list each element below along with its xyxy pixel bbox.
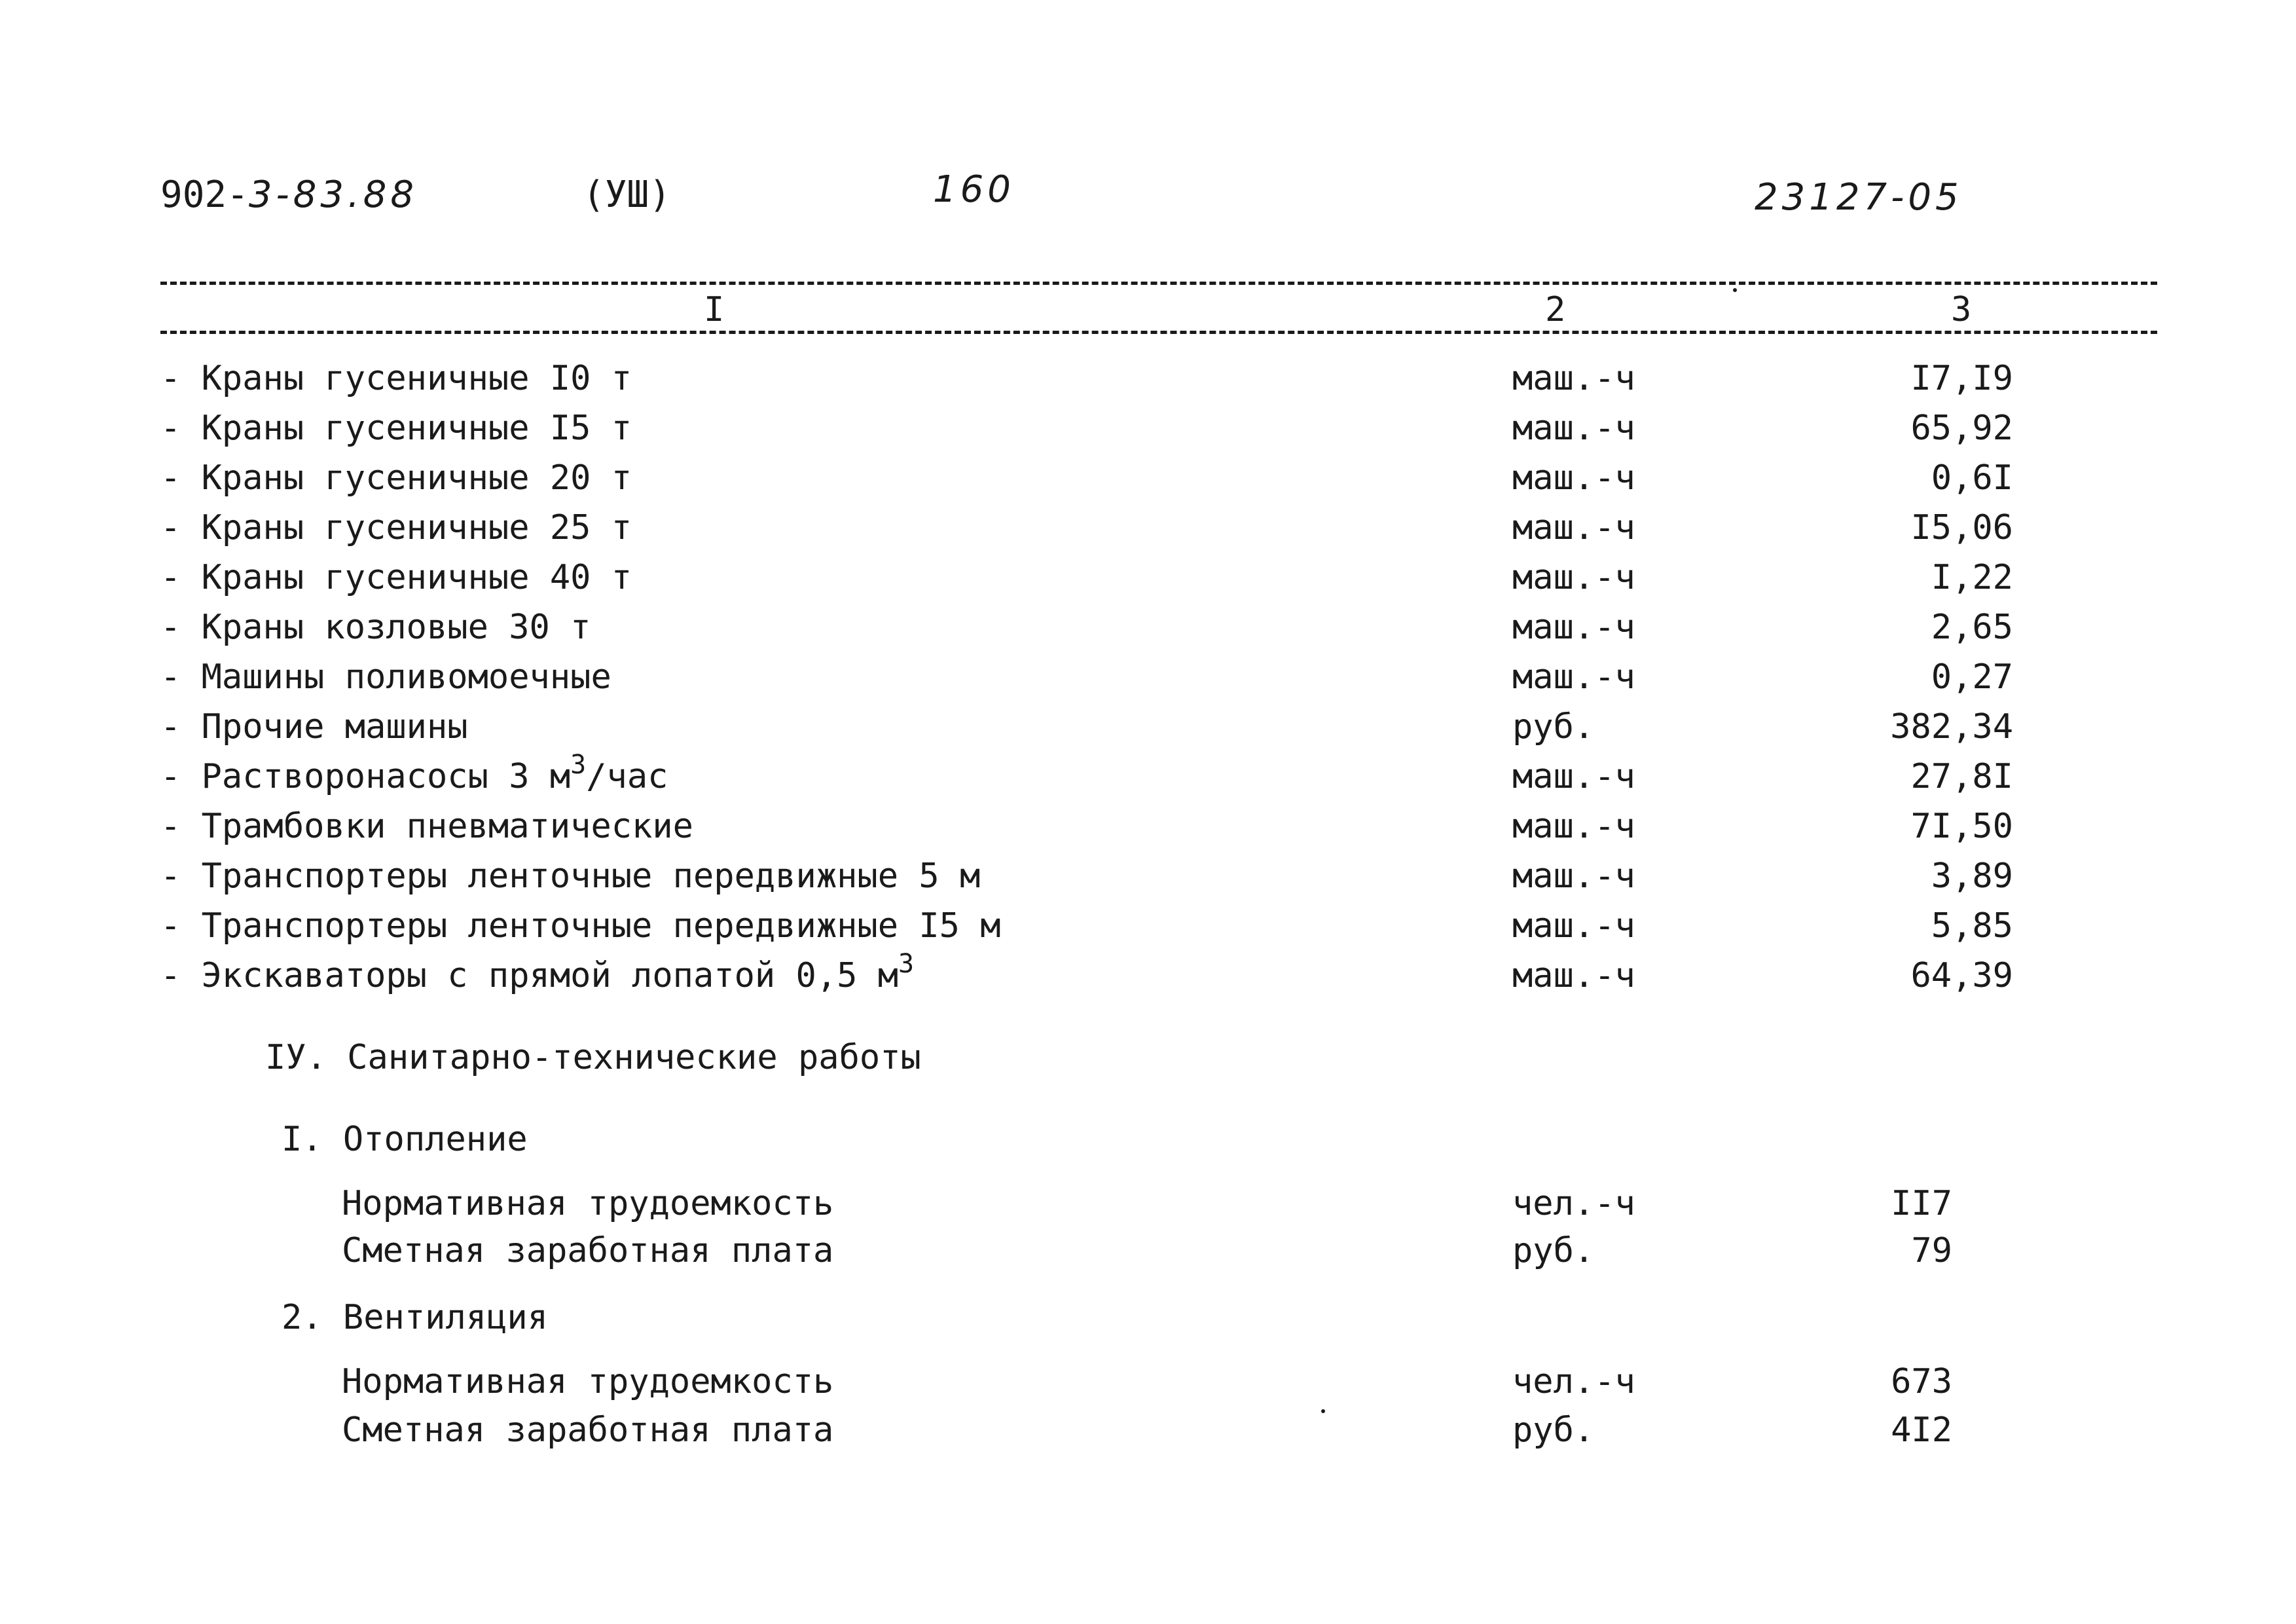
row-value: 0,27 — [1931, 657, 2013, 697]
table-row — [0, 752, 2296, 802]
row-name-tail: /час — [586, 757, 668, 796]
table-header-rule — [160, 331, 2157, 334]
row-unit: маш.-ч — [1512, 956, 1635, 995]
superscript-exponent: 3 — [898, 949, 915, 979]
row-name-text: - Экскаваторы с прямой лопатой 0,5 м — [160, 956, 899, 995]
row-name: Сметная заработная плата — [342, 1411, 834, 1450]
column-number-2: 2 — [1545, 290, 1566, 329]
row-unit: маш.-ч — [1512, 558, 1635, 597]
table-top-rule — [160, 282, 2157, 285]
row-name-text: - Растворонасосы 3 м — [160, 757, 571, 796]
doc-code-handwritten: 3-83.88 — [248, 174, 418, 216]
row-unit: чел.-ч — [1512, 1184, 1635, 1223]
row-name: - Краны гусеничные 40 т — [160, 558, 632, 597]
column-number-1: I — [704, 290, 725, 329]
row-unit: маш.-ч — [1512, 807, 1635, 846]
row-value: 65,92 — [1910, 409, 2013, 448]
table-row — [0, 602, 2296, 652]
row-value: 0,6I — [1931, 458, 2013, 498]
row-name: - Краны гусеничные I5 т — [160, 409, 632, 448]
row-value: 673 — [1891, 1362, 1952, 1401]
row-name: - Машины поливомоечные — [160, 657, 611, 697]
row-unit: руб. — [1512, 707, 1595, 747]
row-name: - Транспортеры ленточные передвижные 5 м — [160, 857, 981, 896]
doc-code-printed: 902- — [160, 174, 249, 216]
inventory-number: 23127-05 — [1755, 176, 1963, 219]
row-unit: руб. — [1512, 1411, 1595, 1450]
row-name: - Краны козловые 30 т — [160, 608, 591, 647]
superscript-exponent: 3 — [570, 750, 587, 780]
table-row — [0, 802, 2296, 851]
table-row — [0, 453, 2296, 503]
row-value: 5,85 — [1931, 906, 2013, 946]
row-value: 79 — [1911, 1231, 1952, 1270]
row-name: - Краны гусеничные 25 т — [160, 508, 632, 547]
table-row — [0, 851, 2296, 901]
row-unit: маш.-ч — [1512, 608, 1635, 647]
row-value: I7,I9 — [1910, 359, 2013, 398]
table-row — [0, 1357, 2296, 1407]
table-row — [0, 652, 2296, 702]
row-name: Нормативная трудоемкость — [342, 1184, 834, 1223]
album-label: (УШ) — [583, 174, 671, 216]
row-value: 2,65 — [1931, 608, 2013, 647]
row-unit: маш.-ч — [1512, 657, 1635, 697]
row-value: 7I,50 — [1910, 807, 2013, 846]
row-name — [160, 752, 668, 802]
row-name: - Краны гусеничные I0 т — [160, 359, 632, 398]
row-value: II7 — [1891, 1184, 1952, 1223]
doc-code — [160, 169, 418, 221]
subsection-title-heating: I. Отопление — [282, 1120, 528, 1159]
row-value: 64,39 — [1910, 956, 2013, 995]
row-value: 382,34 — [1890, 707, 2013, 747]
table-row — [0, 901, 2296, 951]
row-name: Сметная заработная плата — [342, 1231, 834, 1270]
table-row — [0, 1405, 2296, 1455]
row-name: Нормативная трудоемкость — [342, 1362, 834, 1401]
section-title: IУ. Санитарно-технические работы — [265, 1038, 921, 1077]
row-unit: руб. — [1512, 1231, 1595, 1270]
row-name: - Транспортеры ленточные передвижные I5 м — [160, 906, 1001, 946]
scan-speck — [1321, 1409, 1325, 1413]
page-number: 160 — [933, 168, 1015, 211]
table-row — [0, 403, 2296, 453]
row-unit: маш.-ч — [1512, 409, 1635, 448]
table-row — [0, 1179, 2296, 1228]
subsection-title-ventilation: 2. Вентиляция — [282, 1298, 548, 1337]
table-row — [0, 503, 2296, 553]
row-name — [160, 951, 914, 1001]
table-row — [0, 1226, 2296, 1276]
row-name: - Трамбовки пневматические — [160, 807, 693, 846]
row-value: 4I2 — [1891, 1411, 1952, 1450]
column-number-3: 3 — [1951, 290, 1972, 329]
table-row — [0, 702, 2296, 752]
row-value: 3,89 — [1931, 857, 2013, 896]
row-unit: маш.-ч — [1512, 508, 1635, 547]
row-value: I,22 — [1931, 558, 2013, 597]
row-unit: маш.-ч — [1512, 906, 1635, 946]
row-unit: маш.-ч — [1512, 857, 1635, 896]
row-unit: маш.-ч — [1512, 359, 1635, 398]
row-name: - Краны гусеничные 20 т — [160, 458, 632, 498]
row-unit: маш.-ч — [1512, 458, 1635, 498]
table-row — [0, 553, 2296, 602]
row-value: 27,8I — [1910, 757, 2013, 796]
scan-speck — [1733, 288, 1737, 292]
row-name: - Прочие машины — [160, 707, 468, 747]
row-unit: чел.-ч — [1512, 1362, 1635, 1401]
row-unit: маш.-ч — [1512, 757, 1635, 796]
row-value: I5,06 — [1910, 508, 2013, 547]
table-row — [0, 951, 2296, 1001]
table-row — [0, 354, 2296, 403]
